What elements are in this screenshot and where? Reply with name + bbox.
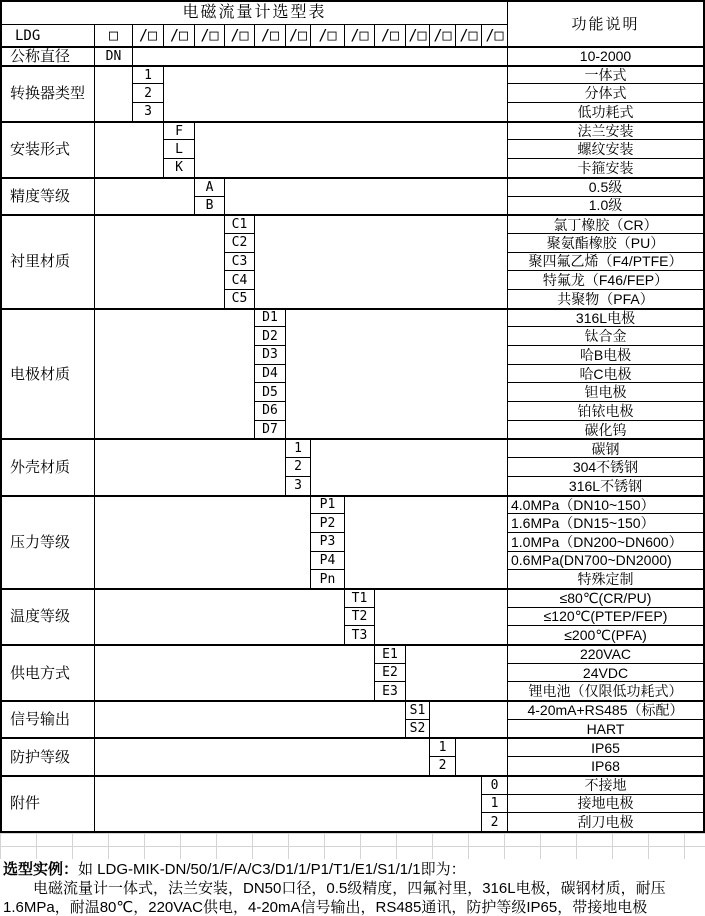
description-cell: 一体式 [507, 65, 703, 84]
model-slot-box: /□ [224, 24, 254, 46]
code-cell: 1 [285, 438, 310, 457]
empty-cell [194, 121, 507, 177]
code-cell: 1 [481, 794, 507, 813]
empty-cell [344, 495, 507, 588]
code-cell: E2 [374, 663, 405, 682]
description-cell: 接地电极 [507, 794, 703, 813]
description-cell: 316L不锈钢 [507, 476, 703, 495]
section-label: 温度等级 [2, 588, 94, 644]
description-cell: 锂电池（仅限低功耗式） [507, 681, 703, 700]
section-label: 精度等级 [2, 177, 94, 214]
example-label: 选型实例： [3, 860, 79, 878]
description-cell: ≤80℃(CR/PU) [507, 588, 703, 607]
description-cell: 聚氨酯橡胶（PU） [507, 233, 703, 252]
code-cell: 1 [429, 737, 455, 756]
model-slot-box: /□ [374, 24, 405, 46]
section-label: 安装形式 [2, 121, 94, 177]
empty-cell [429, 700, 507, 737]
empty-cell [94, 644, 374, 700]
code-cell: 0 [481, 775, 507, 794]
empty-cell [405, 644, 507, 700]
empty-cell [94, 700, 405, 737]
code-cell: 3 [285, 476, 310, 495]
empty-cell [94, 121, 163, 177]
description-cell: 4.0MPa（DN10~150） [507, 495, 703, 514]
description-cell: 1.0MPa（DN200~DN600） [507, 532, 703, 551]
description-cell: 铂铱电极 [507, 401, 703, 420]
description-cell: IP68 [507, 756, 703, 775]
description-cell: 钽电极 [507, 382, 703, 401]
code-cell: D4 [254, 364, 285, 383]
description-cell: HART [507, 719, 703, 738]
description-cell: 特殊定制 [507, 569, 703, 588]
description-cell: 钛合金 [507, 326, 703, 345]
description-cell: 分体式 [507, 83, 703, 102]
description-cell: ≤200℃(PFA) [507, 625, 703, 644]
section-label: 附件 [2, 775, 94, 831]
description-cell: IP65 [507, 737, 703, 756]
code-cell: E3 [374, 681, 405, 700]
empty-cell [94, 775, 481, 831]
code-cell: A [194, 177, 224, 196]
code-cell: S2 [405, 719, 429, 738]
model-slot-box: /□ [310, 24, 344, 46]
empty-cell [94, 177, 194, 214]
code-cell: 3 [132, 102, 163, 121]
code-cell: P3 [310, 532, 344, 551]
empty-cell [374, 588, 507, 644]
empty-cell [94, 495, 310, 588]
empty-cell [285, 308, 507, 439]
code-cell: T2 [344, 607, 374, 626]
description-cell: 共聚物（PFA） [507, 289, 703, 308]
code-cell: S1 [405, 700, 429, 719]
model-slot-box: /□ [194, 24, 224, 46]
description-cell: 10-2000 [507, 46, 703, 65]
code-cell: F [163, 121, 194, 140]
code-cell: D3 [254, 345, 285, 364]
description-cell: 220VAC [507, 644, 703, 663]
example-description-line1: 电磁流量计一体式，法兰安装，DN50口径，0.5级精度，四氟衬里，316L电极，碳钢材质，耐压 [33, 879, 666, 897]
description-cell: 卡箍安装 [507, 158, 703, 177]
empty-cell [94, 737, 429, 774]
code-cell: 2 [132, 83, 163, 102]
code-cell: C5 [224, 289, 254, 308]
description-cell: 特氟龙（F46/FEP） [507, 270, 703, 289]
table-title: 电磁流量计选型表 [182, 4, 327, 21]
model-prefix-cell: LDG [2, 24, 94, 46]
example-description-line2: 1.6MPa，耐温80℃，220VAC供电，4-20mA信号输出，RS485通讯，防护等级IP65，带接地电极 [3, 898, 648, 916]
model-slot-box: /□ [285, 24, 310, 46]
description-cell: 1.0级 [507, 196, 703, 215]
function-column-header: 功能说明 [507, 2, 703, 46]
section-label: 防护等级 [2, 737, 94, 774]
empty-cell [94, 65, 132, 121]
empty-cell [94, 588, 344, 644]
code-cell: D6 [254, 401, 285, 420]
code-cell: D5 [254, 382, 285, 401]
section-label: 公称直径 [2, 46, 94, 65]
section-label: 信号输出 [2, 700, 94, 737]
model-first-box: □ [94, 24, 132, 46]
code-cell: D1 [254, 308, 285, 327]
description-cell: 哈C电极 [507, 364, 703, 383]
code-cell: P1 [310, 495, 344, 514]
description-cell: 哈B电极 [507, 345, 703, 364]
code-cell: P2 [310, 513, 344, 532]
section-label: 电极材质 [2, 308, 94, 439]
code-cell: 1 [132, 65, 163, 84]
spreadsheet-gridlines [0, 833, 705, 859]
model-slot-box: /□ [481, 24, 507, 46]
description-cell: 304不锈钢 [507, 457, 703, 476]
description-cell: 聚四氟乙烯（F4/PTFE） [507, 252, 703, 271]
empty-cell [224, 177, 507, 214]
description-cell: 4-20mA+RS485（标配） [507, 700, 703, 719]
code-cell: D2 [254, 326, 285, 345]
code-cell: B [194, 196, 224, 215]
description-cell: 0.5级 [507, 177, 703, 196]
code-cell: D7 [254, 420, 285, 439]
section-label: 衬里材质 [2, 214, 94, 307]
description-cell: 刮刀电极 [507, 812, 703, 831]
example-model-code: 如 LDG-MIK-DN/50/1/F/A/C3/D1/1/P1/T1/E1/S1/1/1即为： [78, 860, 466, 878]
code-cell: 2 [481, 812, 507, 831]
description-cell: 法兰安装 [507, 121, 703, 140]
model-slot-box: /□ [132, 24, 163, 46]
description-cell: 低功耗式 [507, 102, 703, 121]
description-cell: 碳化钨 [507, 420, 703, 439]
empty-cell [163, 65, 507, 121]
description-cell: 螺纹安装 [507, 139, 703, 158]
example-title-line [3, 860, 702, 879]
code-cell: T1 [344, 588, 374, 607]
empty-cell [310, 438, 507, 494]
empty-cell [455, 737, 507, 774]
model-slot-box: /□ [344, 24, 374, 46]
section-label: 压力等级 [2, 495, 94, 588]
empty-cell [94, 438, 285, 494]
code-cell: P4 [310, 551, 344, 570]
empty-cell [254, 214, 507, 307]
model-slot-box: /□ [405, 24, 429, 46]
code-cell: C3 [224, 252, 254, 271]
description-cell: 碳钢 [507, 438, 703, 457]
empty-cell [94, 214, 224, 307]
model-slot-box: /□ [455, 24, 481, 46]
code-cell: 2 [429, 756, 455, 775]
description-cell: 不接地 [507, 775, 703, 794]
description-cell: 24VDC [507, 663, 703, 682]
section-label: 转换器类型 [2, 65, 94, 121]
code-cell: C4 [224, 270, 254, 289]
description-cell: 1.6MPa（DN15~150） [507, 513, 703, 532]
description-cell: 0.6MPa(DN700~DN2000) [507, 551, 703, 570]
description-cell: 316L电极 [507, 308, 703, 327]
description-cell: ≤120℃(PTEP/FEP) [507, 607, 703, 626]
model-slot-box: /□ [163, 24, 194, 46]
empty-cell [94, 308, 254, 439]
code-cell: DN [94, 46, 132, 65]
code-cell: Pn [310, 569, 344, 588]
description-cell: 氯丁橡胶（CR） [507, 214, 703, 233]
code-cell: T3 [344, 625, 374, 644]
section-label: 供电方式 [2, 644, 94, 700]
model-slot-box: /□ [254, 24, 285, 46]
empty-cell [132, 46, 507, 65]
code-cell: L [163, 139, 194, 158]
code-cell: K [163, 158, 194, 177]
section-label: 外壳材质 [2, 438, 94, 494]
code-cell: C1 [224, 214, 254, 233]
model-slot-box: /□ [429, 24, 455, 46]
code-cell: C2 [224, 233, 254, 252]
code-cell: 2 [285, 457, 310, 476]
selection-example [0, 859, 705, 916]
code-cell: E1 [374, 644, 405, 663]
